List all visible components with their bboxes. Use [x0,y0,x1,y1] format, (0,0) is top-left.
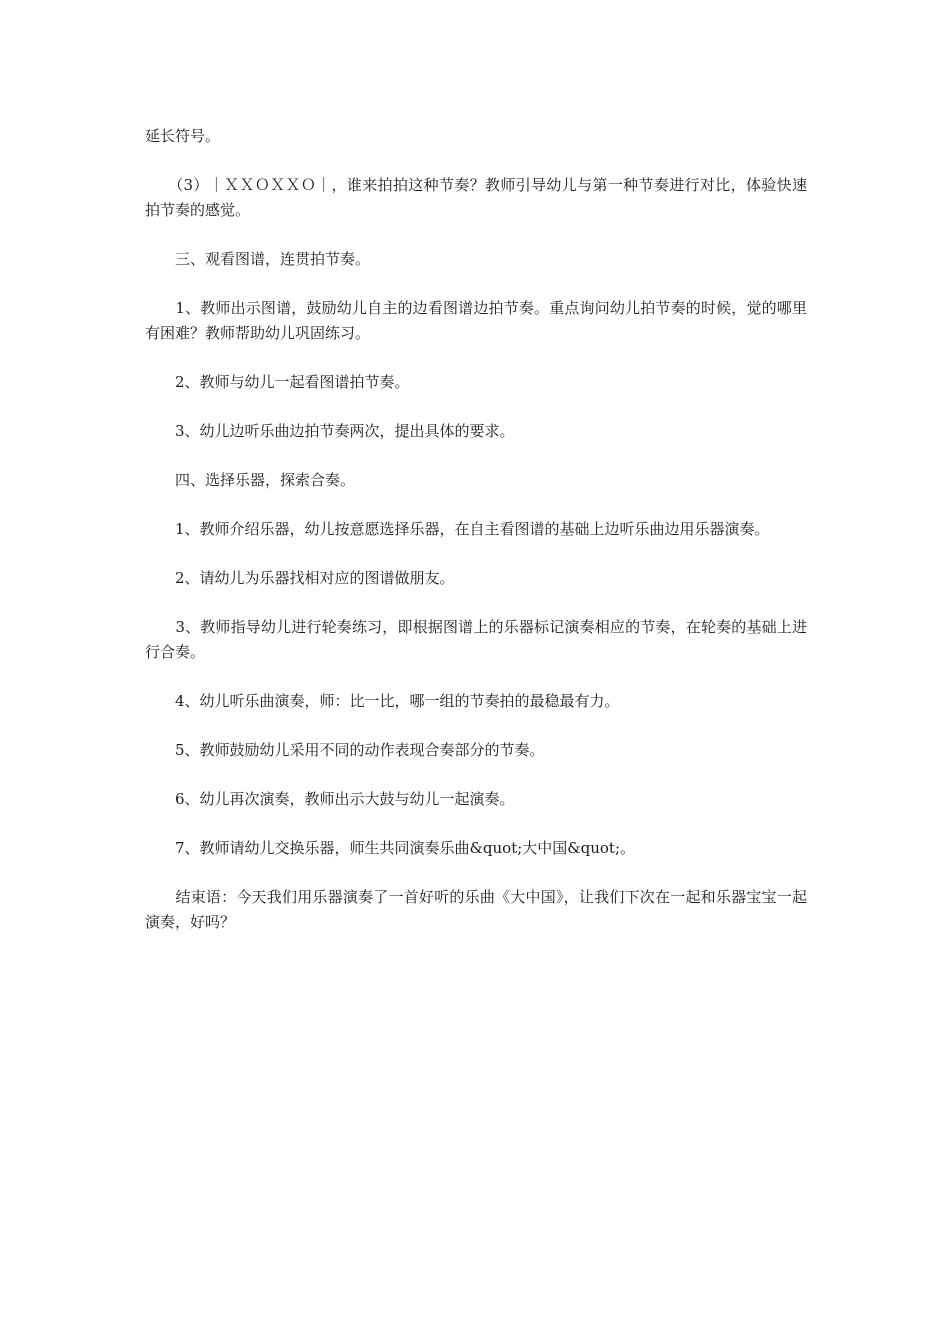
paragraph-step-4-4: 4、幼儿听乐曲演奏，师：比一比，哪一组的节奏拍的最稳最有力。 [145,692,620,710]
section-heading-4: 四、选择乐器，探索合奏。 [145,471,356,489]
paragraph-closing: 结束语：今天我们用乐器演奏了一首好听的乐曲《大中国》，让我们下次在一起和乐器宝宝一起演奏，好吗？ [145,888,807,931]
paragraph-step-3-2: 2、教师与幼儿一起看图谱拍节奏。 [145,373,410,391]
document-body [145,124,807,959]
paragraph-step-4-1: 1、教师介绍乐器，幼儿按意愿选择乐器，在自主看图谱的基础上边听乐曲边用乐器演奏。 [145,520,770,538]
section-heading-3: 三、观看图谱，连贯拍节奏。 [145,250,371,268]
paragraph-step-4-5: 5、教师鼓励幼儿采用不同的动作表现合奏部分的节奏。 [145,741,545,759]
paragraph-step-3-1: 1、教师出示图谱，鼓励幼儿自主的边看图谱边拍节奏。重点询问幼儿拍节奏的时候，觉的哪里有困难？教师帮助幼儿巩固练习。 [145,299,807,342]
paragraph-step-4-2: 2、请幼儿为乐器找相对应的图谱做朋友。 [145,569,455,587]
paragraph-continuation: 延长符号。 [145,127,221,145]
paragraph-rhythm-3: （3）｜ＸＸＯＸＸＯ｜，谁来拍拍这种节奏？教师引导幼儿与第一种节奏进行对比，体验快速拍节奏的感觉。 [145,176,807,219]
paragraph-step-4-7: 7、教师请幼儿交换乐器，师生共同演奏乐曲&quot;大中国&quot;。 [145,839,636,857]
paragraph-step-3-3: 3、幼儿边听乐曲边拍节奏两次，提出具体的要求。 [145,422,515,440]
paragraph-step-4-6: 6、幼儿再次演奏，教师出示大鼓与幼儿一起演奏。 [145,790,515,808]
paragraph-step-4-3: 3、教师指导幼儿进行轮奏练习，即根据图谱上的乐器标记演奏相应的节奏，在轮奏的基础上进行合奏。 [145,618,807,661]
